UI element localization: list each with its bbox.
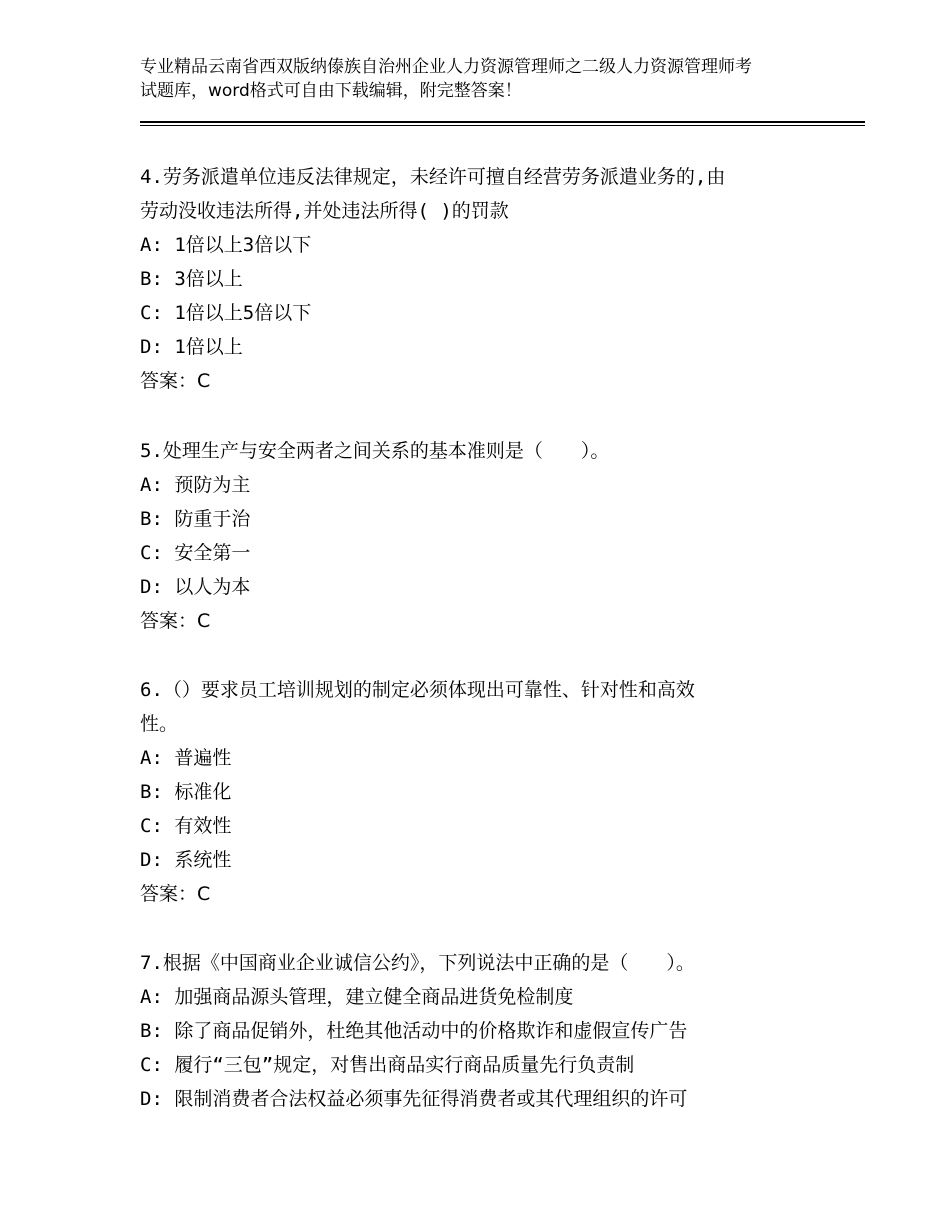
question-text-line: 性。 bbox=[140, 713, 179, 735]
answer-line: 答案：C bbox=[140, 370, 211, 392]
question-text-line: 劳动没收违法所得,并处违法所得( )的罚款 bbox=[140, 200, 509, 222]
option-d: D: 以人为本 bbox=[140, 576, 251, 598]
option-a: A: 预防为主 bbox=[140, 474, 251, 496]
document-header bbox=[140, 55, 840, 103]
option-d: D: 系统性 bbox=[140, 849, 232, 871]
option-b: B: 3倍以上 bbox=[140, 268, 243, 290]
option-d: D: 1倍以上 bbox=[140, 336, 243, 358]
question-5 bbox=[140, 434, 840, 638]
option-b: B: 防重于治 bbox=[140, 508, 251, 530]
option-c: C: 履行“三包”规定，对售出商品实行商品质量先行负责制 bbox=[140, 1054, 635, 1076]
option-a: A: 普遍性 bbox=[140, 747, 232, 769]
option-d: D: 限制消费者合法权益必须事先征得消费者或其代理组织的许可 bbox=[140, 1088, 688, 1110]
answer-line: 答案：C bbox=[140, 883, 211, 905]
question-text-line: 4.劳务派遣单位违反法律规定，未经许可擅自经营劳务派遣业务的,由 bbox=[140, 166, 726, 188]
option-a: A: 1倍以上3倍以下 bbox=[140, 234, 312, 256]
question-text-line: 5.处理生产与安全两者之间关系的基本准则是（ ）。 bbox=[140, 440, 610, 462]
option-c: C: 安全第一 bbox=[140, 542, 251, 564]
header-title-line-1: 专业精品云南省西双版纳傣族自治州企业人力资源管理师之二级人力资源管理师考 bbox=[140, 57, 752, 77]
question-text-line: 7.根据《中国商业企业诚信公约》，下列说法中正确的是（ ）。 bbox=[140, 952, 695, 974]
answer-line: 答案：C bbox=[140, 610, 211, 632]
question-6 bbox=[140, 673, 840, 911]
header-divider-thick bbox=[140, 121, 865, 123]
header-title-line-2: 试题库，word格式可自由下载编辑，附完整答案！ bbox=[140, 81, 522, 101]
question-7 bbox=[140, 946, 840, 1116]
option-b: B: 标准化 bbox=[140, 781, 232, 803]
option-c: C: 有效性 bbox=[140, 815, 232, 837]
question-text-line: 6.（）要求员工培训规划的制定必须体现出可靠性、针对性和高效 bbox=[140, 679, 695, 701]
question-4 bbox=[140, 160, 840, 398]
option-c: C: 1倍以上5倍以下 bbox=[140, 302, 312, 324]
header-divider-thin bbox=[140, 125, 865, 126]
option-b: B: 除了商品促销外，杜绝其他活动中的价格欺诈和虚假宣传广告 bbox=[140, 1020, 688, 1042]
option-a: A: 加强商品源头管理，建立健全商品进货免检制度 bbox=[140, 986, 574, 1008]
